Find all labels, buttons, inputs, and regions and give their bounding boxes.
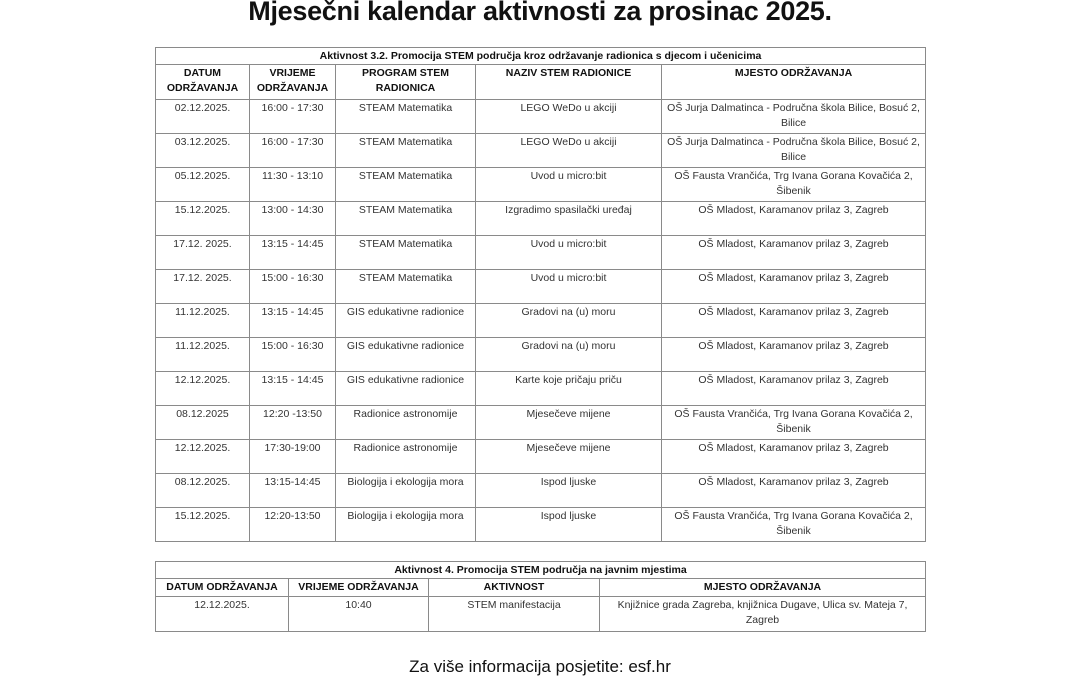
- table-header-row: [156, 579, 926, 597]
- cell-workshop-name: Ispod ljuske: [476, 508, 662, 542]
- cell-place: OŠ Mladost, Karamanov prilaz 3, Zagreb: [662, 236, 926, 270]
- cell-date: 11.12.2025.: [156, 304, 250, 338]
- header-activity: AKTIVNOST: [429, 579, 600, 597]
- header-date: DATUM ODRŽAVANJA: [156, 65, 250, 100]
- cell-time: 13:00 - 14:30: [250, 202, 336, 236]
- cell-workshop-name: Izgradimo spasilački uređaj: [476, 202, 662, 236]
- cell-place: OŠ Fausta Vrančića, Trg Ivana Gorana Kovačića 2, Šibenik: [662, 406, 926, 440]
- table-row: [156, 440, 926, 474]
- cell-workshop-name: Uvod u micro:bit: [476, 168, 662, 202]
- table-header-row: [156, 65, 926, 100]
- cell-date: 12.12.2025.: [156, 597, 289, 632]
- cell-program: GIS edukativne radionice: [336, 304, 476, 338]
- header-date: DATUM ODRŽAVANJA: [156, 579, 289, 597]
- cell-time: 15:00 - 16:30: [250, 338, 336, 372]
- cell-program: STEAM Matematika: [336, 236, 476, 270]
- cell-program: STEAM Matematika: [336, 134, 476, 168]
- page-title: Mjesečni kalendar aktivnosti za prosinac 2025.: [248, 0, 832, 26]
- cell-place: OŠ Mladost, Karamanov prilaz 3, Zagreb: [662, 338, 926, 372]
- cell-place: OŠ Mladost, Karamanov prilaz 3, Zagreb: [662, 474, 926, 508]
- header-time: VRIJEME ODRŽAVANJA: [250, 65, 336, 100]
- cell-program: Radionice astronomije: [336, 406, 476, 440]
- cell-place: OŠ Jurja Dalmatinca - Područna škola Bilice, Bosuć 2, Bilice: [662, 134, 926, 168]
- cell-time: 13:15 - 14:45: [250, 372, 336, 406]
- cell-workshop-name: Ispod ljuske: [476, 474, 662, 508]
- table-row: [156, 202, 926, 236]
- cell-time: 16:00 - 17:30: [250, 134, 336, 168]
- table-row: [156, 304, 926, 338]
- cell-place: OŠ Mladost, Karamanov prilaz 3, Zagreb: [662, 304, 926, 338]
- cell-date: 02.12.2025.: [156, 100, 250, 134]
- cell-time: 17:30-19:00: [250, 440, 336, 474]
- cell-time: 12:20 -13:50: [250, 406, 336, 440]
- table-row: [156, 134, 926, 168]
- cell-time: 15:00 - 16:30: [250, 270, 336, 304]
- header-place: MJESTO ODRŽAVANJA: [600, 579, 926, 597]
- cell-date: 11.12.2025.: [156, 338, 250, 372]
- cell-date: 05.12.2025.: [156, 168, 250, 202]
- cell-date: 12.12.2025.: [156, 372, 250, 406]
- cell-place: OŠ Mladost, Karamanov prilaz 3, Zagreb: [662, 202, 926, 236]
- cell-workshop-name: Gradovi na (u) moru: [476, 338, 662, 372]
- cell-time: 13:15 - 14:45: [250, 304, 336, 338]
- cell-date: 17.12. 2025.: [156, 270, 250, 304]
- cell-workshop-name: Uvod u micro:bit: [476, 270, 662, 304]
- cell-date: 15.12.2025.: [156, 508, 250, 542]
- cell-place: OŠ Mladost, Karamanov prilaz 3, Zagreb: [662, 440, 926, 474]
- cell-place: OŠ Fausta Vrančića, Trg Ivana Gorana Kovačića 2, Šibenik: [662, 168, 926, 202]
- cell-date: 08.12.2025.: [156, 474, 250, 508]
- cell-program: GIS edukativne radionice: [336, 338, 476, 372]
- public-events-table: [155, 561, 926, 632]
- table-row: [156, 372, 926, 406]
- cell-program: Biologija i ekologija mora: [336, 508, 476, 542]
- cell-program: STEAM Matematika: [336, 202, 476, 236]
- footer-info: Za više informacija posjetite: esf.hr: [409, 657, 671, 676]
- table-row: [156, 100, 926, 134]
- cell-place: OŠ Jurja Dalmatinca - Područna škola Bilice, Bosuć 2, Bilice: [662, 100, 926, 134]
- cell-program: STEAM Matematika: [336, 270, 476, 304]
- table-row: [156, 597, 926, 632]
- cell-time: 16:00 - 17:30: [250, 100, 336, 134]
- table-row: [156, 406, 926, 440]
- cell-place: OŠ Fausta Vrančića, Trg Ivana Gorana Kovačića 2, Šibenik: [662, 508, 926, 542]
- cell-place: Knjižnice grada Zagreba, knjižnica Dugave, Ulica sv. Mateja 7, Zagreb: [600, 597, 926, 632]
- cell-date: 08.12.2025: [156, 406, 250, 440]
- table-row: [156, 168, 926, 202]
- cell-workshop-name: LEGO WeDo u akciji: [476, 134, 662, 168]
- cell-workshop-name: Uvod u micro:bit: [476, 236, 662, 270]
- cell-place: OŠ Mladost, Karamanov prilaz 3, Zagreb: [662, 270, 926, 304]
- table-caption: Aktivnost 4. Promocija STEM područja na javnim mjestima: [156, 562, 926, 579]
- cell-program: Radionice astronomije: [336, 440, 476, 474]
- cell-date: 12.12.2025.: [156, 440, 250, 474]
- table-row: [156, 474, 926, 508]
- cell-date: 03.12.2025.: [156, 134, 250, 168]
- cell-workshop-name: Karte koje pričaju priču: [476, 372, 662, 406]
- cell-workshop-name: Mjesečeve mijene: [476, 406, 662, 440]
- cell-program: Biologija i ekologija mora: [336, 474, 476, 508]
- cell-activity: STEM manifestacija: [429, 597, 600, 632]
- cell-place: OŠ Mladost, Karamanov prilaz 3, Zagreb: [662, 372, 926, 406]
- cell-date: 17.12. 2025.: [156, 236, 250, 270]
- cell-time: 11:30 - 13:10: [250, 168, 336, 202]
- cell-program: GIS edukativne radionice: [336, 372, 476, 406]
- cell-time: 13:15 - 14:45: [250, 236, 336, 270]
- header-workshop-name: NAZIV STEM RADIONICE: [476, 65, 662, 100]
- table-row: [156, 338, 926, 372]
- workshops-table: [155, 47, 926, 542]
- cell-time: 12:20-13:50: [250, 508, 336, 542]
- table-row: [156, 270, 926, 304]
- cell-workshop-name: LEGO WeDo u akciji: [476, 100, 662, 134]
- cell-date: 15.12.2025.: [156, 202, 250, 236]
- table-row: [156, 508, 926, 542]
- table-row: [156, 236, 926, 270]
- header-place: MJESTO ODRŽAVANJA: [662, 65, 926, 100]
- header-program: PROGRAM STEM RADIONICA: [336, 65, 476, 100]
- cell-program: STEAM Matematika: [336, 100, 476, 134]
- cell-workshop-name: Mjesečeve mijene: [476, 440, 662, 474]
- table-caption: Aktivnost 3.2. Promocija STEM područja kroz održavanje radionica s djecom i učenicima: [156, 48, 926, 65]
- cell-time: 13:15-14:45: [250, 474, 336, 508]
- cell-time: 10:40: [289, 597, 429, 632]
- cell-program: STEAM Matematika: [336, 168, 476, 202]
- header-time: VRIJEME ODRŽAVANJA: [289, 579, 429, 597]
- cell-workshop-name: Gradovi na (u) moru: [476, 304, 662, 338]
